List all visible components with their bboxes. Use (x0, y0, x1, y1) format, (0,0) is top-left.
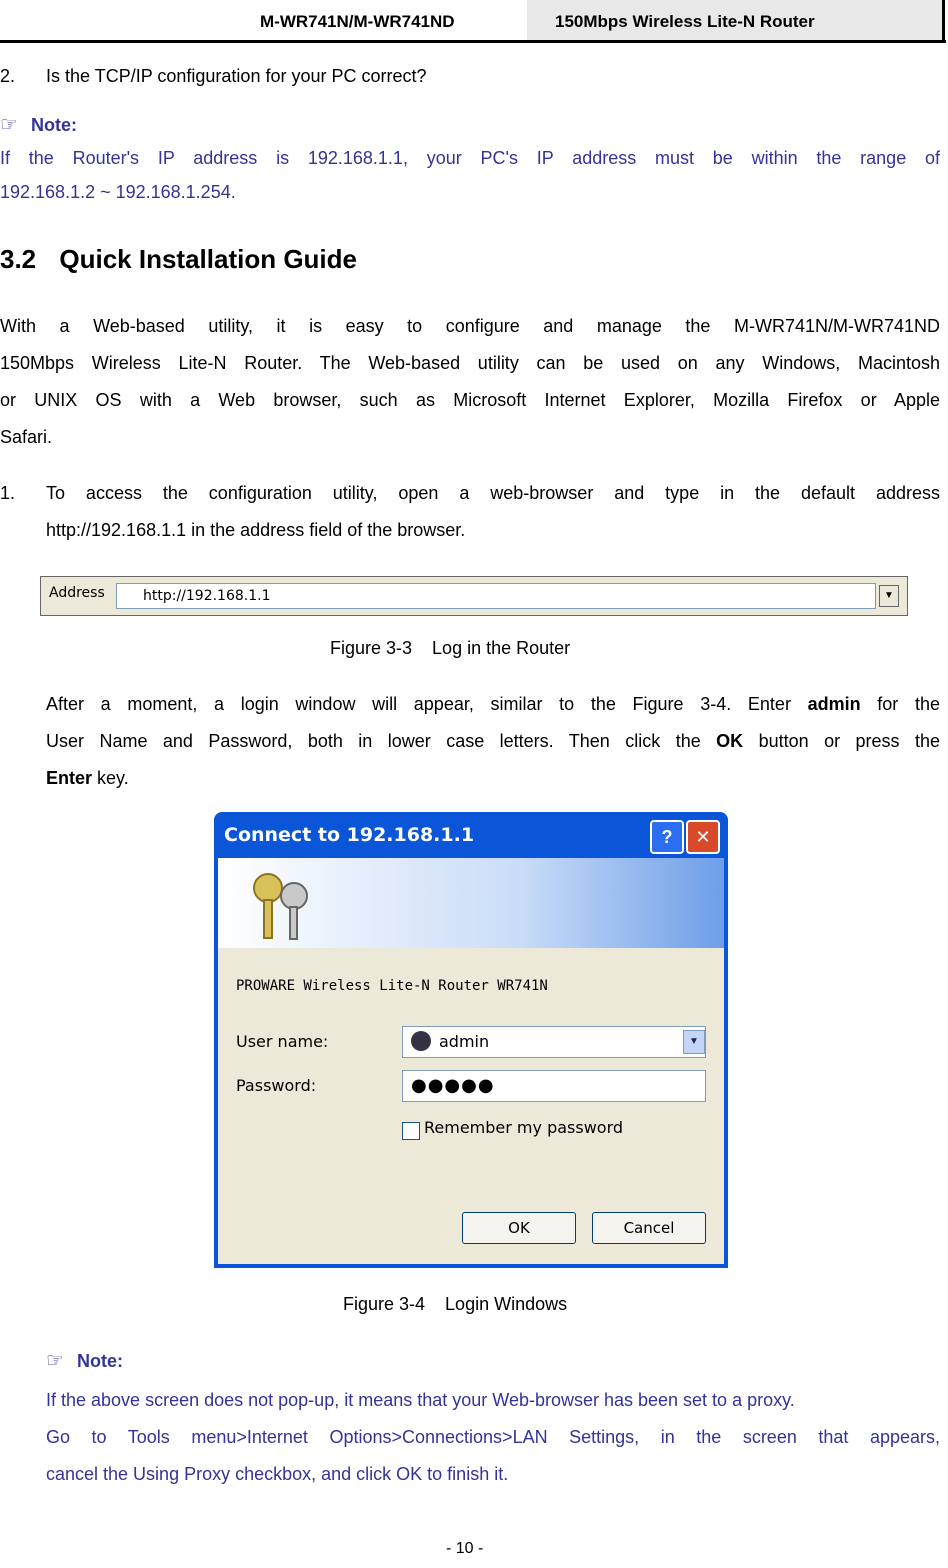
address-label: Address (49, 585, 105, 601)
after-text-2b: button or press the (743, 731, 940, 751)
pointing-hand-icon: ☞ (46, 1350, 64, 1372)
note2-line3: cancel the Using Proxy checkbox, and click OK to finish it. (46, 1464, 509, 1484)
figure4-caption: Figure 3-4 Login Windows (343, 1294, 568, 1314)
help-icon[interactable]: ? (650, 820, 684, 854)
step1-line1: To access the configuration utility, open a web-browser and type in the default address (46, 483, 940, 503)
after-text-1a: After a moment, a login window will appear, similar to the Figure 3-4. Enter (46, 694, 808, 714)
ok-button[interactable]: OK (462, 1212, 576, 1244)
router-name: PROWARE Wireless Lite-N Router WR741N (236, 978, 548, 994)
dialog-banner (218, 858, 724, 948)
section-title: Quick Installation Guide (59, 244, 357, 274)
address-field[interactable] (116, 583, 876, 609)
header-model: M-WR741N/M-WR741ND (260, 12, 455, 31)
after-line3 (46, 760, 129, 797)
after-text-1b: for the (860, 694, 940, 714)
step2-number: 2. (0, 66, 16, 86)
chevron-down-icon[interactable]: ▼ (683, 1030, 705, 1054)
dialog-body (218, 858, 724, 1264)
pointing-hand-icon: ☞ (0, 114, 18, 136)
step1-number: 1. (0, 483, 16, 503)
figure3-caption: Figure 3-3 Log in the Router (330, 638, 571, 658)
step1-line2: http://192.168.1.1 in the address field of the browser. (46, 520, 466, 540)
user-name-input[interactable] (402, 1026, 706, 1058)
password-label: Password: (236, 1076, 317, 1095)
step2-text: Is the TCP/IP configuration for your PC correct? (46, 66, 427, 86)
header-edge (942, 0, 945, 42)
after-text-2a: User Name and Password, both in lower case letters. Then click the (46, 731, 717, 751)
section-heading (0, 244, 357, 275)
login-dialog (214, 812, 728, 1268)
after-line1 (46, 686, 940, 723)
user-name-label: User name: (236, 1032, 329, 1051)
address-dropdown-icon[interactable]: ▼ (879, 585, 899, 607)
intro-line1: With a Web-based utility, it is easy to configure and manage the M-WR741N/M-WR741ND (0, 316, 940, 336)
intro-line3: or UNIX OS with a Web browser, such as Microsoft Internet Explorer, Mozilla Firefox or Apple (0, 390, 940, 410)
page-number: - 10 - (446, 1540, 484, 1557)
note1-label: Note: (30, 115, 77, 135)
address-bar-figure (40, 576, 908, 616)
cancel-button[interactable]: Cancel (592, 1212, 706, 1244)
keys-icon (242, 866, 322, 946)
password-input[interactable] (402, 1070, 706, 1102)
remember-checkbox[interactable] (402, 1122, 420, 1140)
close-icon[interactable]: ✕ (686, 820, 720, 854)
header-product: 150Mbps Wireless Lite-N Router (555, 12, 815, 31)
section-number: 3.2 (0, 244, 37, 274)
note1-heading (0, 112, 77, 137)
after-text-3b: key. (92, 768, 129, 788)
after-bold-ok: OK (716, 731, 744, 751)
note1-line1: If the Router's IP address is 192.168.1.1, your PC's IP address must be within the range of (0, 148, 940, 168)
note1-line2: 192.168.1.2 ~ 192.168.1.254. (0, 182, 236, 202)
note2-line2: Go to Tools menu>Internet Options>Connections>LAN Settings, in the screen that appears, (46, 1427, 940, 1447)
dialog-title: Connect to 192.168.1.1 (224, 824, 475, 846)
intro-line2: 150Mbps Wireless Lite-N Router. The Web-based utility can be used on any Windows, Macintosh (0, 353, 940, 373)
note2-line1: If the above screen does not pop-up, it means that your Web-browser has been set to a proxy. (46, 1390, 795, 1410)
user-name-value: admin (439, 1032, 490, 1051)
note2-heading (46, 1348, 123, 1373)
after-bold-admin: admin (807, 694, 861, 714)
note2-label: Note: (76, 1351, 123, 1371)
user-icon (411, 1031, 431, 1051)
after-line2 (46, 723, 940, 760)
after-bold-enter: Enter (46, 768, 93, 788)
address-url: http://192.168.1.1 (143, 588, 271, 604)
header-rule (0, 40, 946, 43)
password-value: ●●●●● (411, 1075, 495, 1096)
intro-line4: Safari. (0, 427, 53, 447)
remember-label[interactable]: Remember my password (424, 1118, 624, 1137)
